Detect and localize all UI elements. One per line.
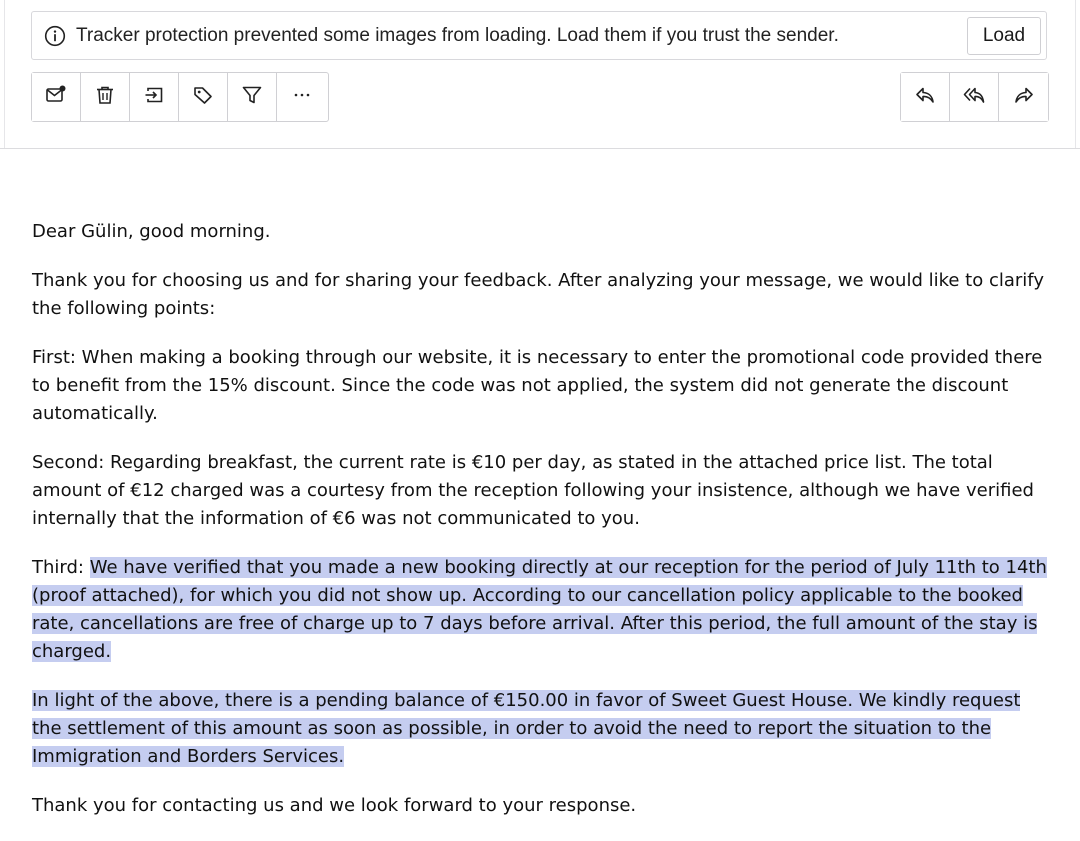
- reply-toolbar: [900, 72, 1049, 122]
- paragraph-prefix: Third:: [32, 557, 90, 578]
- message-greeting: Dear Gülin, good morning.: [32, 221, 271, 242]
- mark-unread-button[interactable]: [32, 73, 81, 121]
- message-paragraph: [32, 554, 1052, 666]
- selected-text: In light of the above, there is a pending balance of €150.00 in favor of Sweet Guest House. We kindly request the settlement of this amount as soon as possible, in order to avoid the need to report the situation to the Immigration and Borders Services.: [32, 690, 1021, 767]
- reply-icon: [914, 84, 936, 111]
- move-folder-icon: [143, 84, 165, 111]
- message-body: [32, 218, 1052, 841]
- banner-message: Tracker protection prevented some images from loading. Load them if you trust the sender.: [76, 25, 839, 46]
- message-paragraph: First: When making a booking through our website, it is necessary to enter the promotional code provided there to benefit from the 15% discount. Since the code was not applied, the system did not generate the discount automatically.: [32, 347, 1043, 424]
- message-paragraph: Second: Regarding breakfast, the current rate is €10 per day, as stated in the attached price list. The total amount of €12 charged was a courtesy from the reception following your insistence, although we have verified internally that the information of €6 was not communicated to you.: [32, 452, 1034, 529]
- tag-icon: [192, 84, 214, 111]
- header-divider: [0, 148, 1080, 149]
- frame-right-edge: [1075, 0, 1076, 148]
- tracker-protection-banner: [31, 11, 1047, 60]
- forward-button[interactable]: [999, 73, 1048, 121]
- more-icon: [291, 84, 313, 111]
- delete-button[interactable]: [81, 73, 130, 121]
- trash-icon: [94, 84, 116, 111]
- frame-left-edge: [4, 0, 5, 148]
- label-button[interactable]: [179, 73, 228, 121]
- filter-icon: [241, 84, 263, 111]
- load-images-button[interactable]: Load: [967, 17, 1041, 55]
- move-to-button[interactable]: [130, 73, 179, 121]
- reply-button[interactable]: [901, 73, 950, 121]
- message-paragraph: Thank you for choosing us and for sharing your feedback. After analyzing your message, we would like to clarify the following points:: [32, 270, 1044, 319]
- forward-icon: [1013, 84, 1035, 111]
- filter-button[interactable]: [228, 73, 277, 121]
- more-actions-button[interactable]: [277, 73, 326, 121]
- envelope-dot-icon: [45, 84, 67, 111]
- reply-all-icon: [963, 84, 985, 111]
- selected-text: We have verified that you made a new booking directly at our reception for the period of July 11th to 14th (proof attached), for which you did not show up. According to our cancellation policy applicable to the booked rate, cancellations are free of charge up to 7 days before arrival. After this period, the full amount of the stay is charged.: [32, 557, 1047, 662]
- reply-all-button[interactable]: [950, 73, 999, 121]
- info-icon: [44, 25, 66, 47]
- message-paragraph: [32, 687, 1052, 771]
- message-actions-toolbar: [31, 72, 329, 122]
- message-paragraph: Thank you for contacting us and we look forward to your response.: [32, 795, 637, 816]
